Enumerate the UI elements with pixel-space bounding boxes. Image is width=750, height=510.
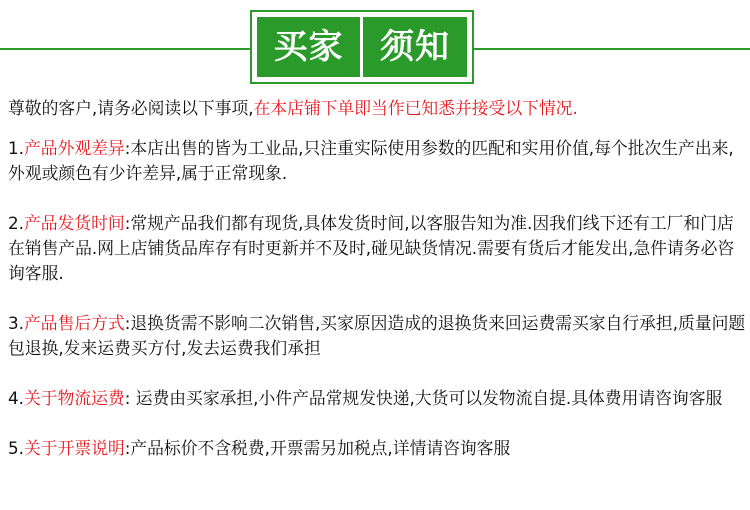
notice-item-freight bbox=[8, 386, 746, 411]
notice-content bbox=[8, 96, 746, 486]
item-number: 2. bbox=[8, 213, 25, 233]
item-body: :本店出售的皆为工业品,只注重实际使用参数的匹配和实用价值,每个批次生产出来,外观或颜色有少许差异,属于正常现象. bbox=[8, 138, 734, 183]
item-body: :产品标价不含税费,开票需另加税点,详情请咨询客服 bbox=[124, 438, 511, 458]
item-title: 产品外观差异 bbox=[24, 138, 125, 158]
header-banner bbox=[0, 0, 750, 92]
title-badge-right: 须知 bbox=[363, 17, 467, 77]
intro-paragraph bbox=[8, 96, 746, 121]
notice-item-after-sales bbox=[8, 311, 746, 361]
item-title: 关于开票说明 bbox=[24, 438, 125, 458]
title-badge-left: 买家 bbox=[257, 17, 360, 77]
item-number: 1. bbox=[8, 138, 25, 158]
item-number: 4. bbox=[8, 388, 25, 408]
item-body: :常规产品我们都有现货,具体发货时间,以客服告知为准.因我们线下还有工厂和门店在销售产品.网上店铺货品库存有时更新并不及时,碰见缺货情况.需要有货后才能发出,急件请务必咨询客服. bbox=[8, 213, 735, 283]
item-title: 关于物流运费 bbox=[24, 388, 125, 408]
item-body: :退换货需不影响二次销售,买家原因造成的退换货来回运费需买家自行承担,质量问题包退换,发来运费买方付,发去运费我们承担 bbox=[8, 313, 746, 358]
intro-text: 尊敬的客户,请务必阅读以下事项, bbox=[8, 98, 254, 118]
intro-highlight: 在本店铺下单即当作已知悉并接受以下情况. bbox=[253, 98, 578, 118]
item-number: 5. bbox=[8, 438, 25, 458]
item-title: 产品售后方式 bbox=[24, 313, 125, 333]
item-title: 产品发货时间 bbox=[24, 213, 125, 233]
title-badge bbox=[250, 10, 474, 84]
notice-item-invoice bbox=[8, 436, 746, 461]
item-number: 3. bbox=[8, 313, 25, 333]
notice-item-shipping-time bbox=[8, 211, 746, 286]
notice-item-appearance bbox=[8, 136, 746, 186]
item-body: : 运费由买家承担,小件产品常规发快递,大货可以发物流自提.具体费用请咨询客服 bbox=[124, 388, 723, 408]
